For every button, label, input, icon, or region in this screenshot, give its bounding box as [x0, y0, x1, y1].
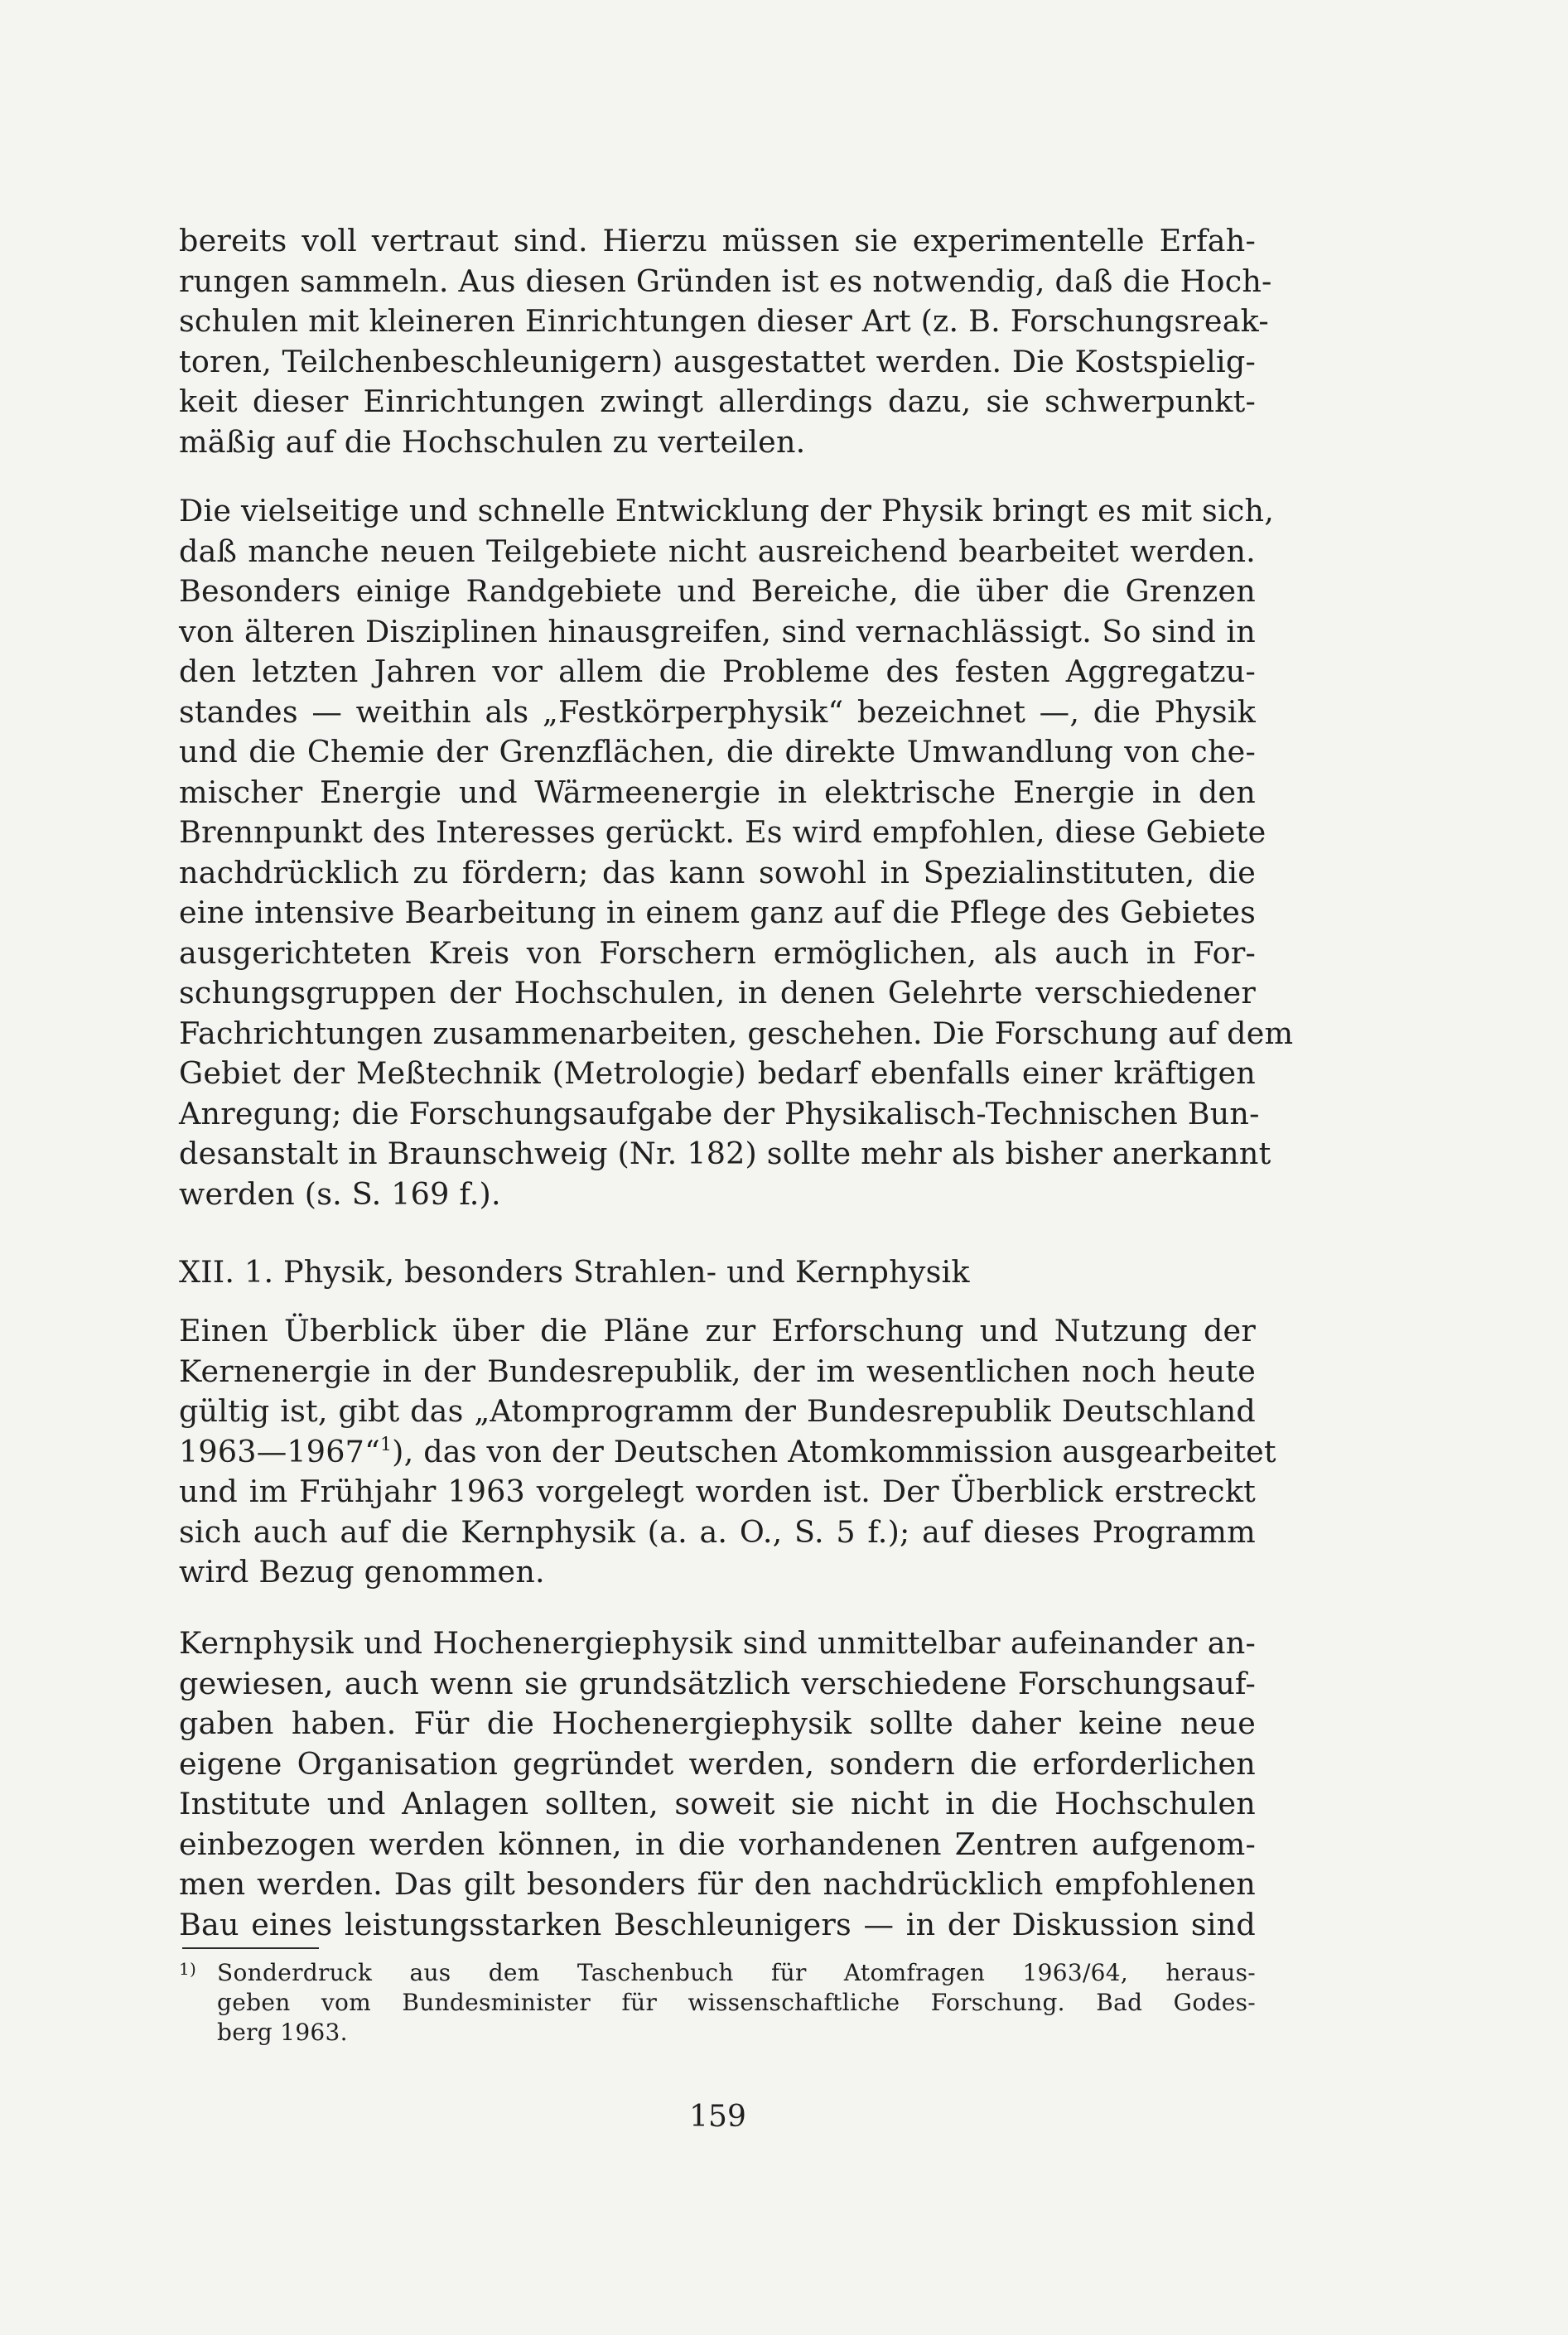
text-line: Bau eines leistungsstarken Beschleunigers — in der Diskussion sind	[179, 1906, 1256, 1942]
text-line: und die Chemie der Grenzflächen, die direkte Umwandlung von che-	[179, 734, 1256, 769]
footnote-text	[217, 1958, 1256, 2048]
text-line: schulen mit kleineren Einrichtungen dieser Art (z. B. Forschungsreak-	[179, 303, 1269, 339]
text-line: Gebiet der Meßtechnik (Metrologie) bedarf ebenfalls einer kräftigen	[179, 1055, 1256, 1091]
paragraph-4	[179, 1623, 1256, 1945]
text-line-with-footnote-ref	[179, 1432, 1276, 1473]
text-line: einbezogen werden können, in die vorhandenen Zentren aufgenom-	[179, 1826, 1256, 1862]
footnote-line: geben vom Bundesminister für wissenschaftliche Forschung. Bad Godes-	[217, 1989, 1256, 2016]
text-line: Besonders einige Randgebiete und Bereiche, die über die Grenzen	[179, 573, 1256, 609]
text-line: rungen sammeln. Aus diesen Gründen ist es notwendig, daß die Hoch-	[179, 263, 1272, 299]
text-line: toren, Teilchenbeschleunigern) ausgestattet werden. Die Kostspielig-	[179, 343, 1256, 379]
text-line: keit dieser Einrichtungen zwingt allerdings dazu, sie schwerpunkt-	[179, 384, 1256, 419]
text-line: mäßig auf die Hochschulen zu verteilen.	[179, 423, 806, 460]
text-line: und im Frühjahr 1963 vorgelegt worden ist. Der Überblick erstreckt	[179, 1474, 1256, 1509]
footnote-line: berg 1963.	[217, 2019, 348, 2046]
text-line: mischer Energie und Wärmeenergie in elektrische Energie in den	[179, 774, 1256, 810]
text-line: men werden. Das gilt besonders für den nachdrücklich empfohlenen	[179, 1866, 1256, 1902]
text-line: ausgerichteten Kreis von Forschern ermöglichen, als auch in For-	[179, 934, 1256, 971]
section-heading: XII. 1. Physik, besonders Strahlen- und Kernphysik	[179, 1254, 970, 1290]
text-line: von älteren Disziplinen hinausgreifen, sind vernachlässigt. So sind in	[179, 613, 1256, 649]
text-line: standes — weithin als „Festkörperphysik“ bezeichnet —, die Physik	[179, 693, 1256, 730]
text-line: bereits voll vertraut sind. Hierzu müssen sie experimentelle Erfah-	[179, 223, 1256, 258]
page-number: 159	[689, 2100, 746, 2134]
text-fragment: ), das von der Deutschen Atomkommission ausgearbeitet	[392, 1433, 1276, 1469]
text-line: Kernphysik und Hochenergiephysik sind unmittelbar aufeinander an-	[179, 1625, 1256, 1661]
text-line: gewiesen, auch wenn sie grundsätzlich verschiedene Forschungsauf-	[179, 1665, 1256, 1701]
text-line: Fachrichtungen zusammenarbeiten, geschehen. Die Forschung auf dem	[179, 1015, 1294, 1051]
text-line: werden (s. S. 169 f.).	[179, 1175, 501, 1212]
paragraph-3	[179, 1311, 1276, 1593]
text-line: gaben haben. Für die Hochenergiephysik sollte daher keine neue	[179, 1705, 1256, 1741]
text-line: desanstalt in Braunschweig (Nr. 182) sollte mehr als bisher anerkannt	[179, 1136, 1271, 1171]
footnote-line: Sonderdruck aus dem Taschenbuch für Atomfragen 1963/64, heraus-	[217, 1959, 1256, 1986]
paragraph-2	[179, 491, 1294, 1214]
text-line: Anregung; die Forschungsaufgabe der Physikalisch-Technischen Bun-	[179, 1095, 1260, 1131]
text-line: wird Bezug genommen.	[179, 1554, 545, 1590]
footnote-mark: 1)	[179, 1959, 197, 1979]
text-line: Institute und Anlagen sollten, soweit sie nicht in die Hochschulen	[179, 1786, 1256, 1821]
text-line: sich auch auf die Kernphysik (a. a. O., S. 5 f.); auf dieses Programm	[179, 1513, 1256, 1550]
text-line: Brennpunkt des Interesses gerückt. Es wird empfohlen, diese Gebiete	[179, 814, 1266, 850]
footnote-reference[interactable]: 1	[379, 1434, 393, 1455]
paragraph-1	[179, 221, 1272, 462]
text-line: gültig ist, gibt das „Atomprogramm der Bundesrepublik Deutschland	[179, 1393, 1256, 1429]
text-line: den letzten Jahren vor allem die Probleme des festen Aggregatzu-	[179, 654, 1256, 689]
text-line: nachdrücklich zu fördern; das kann sowohl in Spezialinstituten, die	[179, 854, 1256, 890]
text-line: Kernenergie in der Bundesrepublik, der im wesentlichen noch heute	[179, 1353, 1256, 1389]
text-line: schungsgruppen der Hochschulen, in denen Gelehrte verschiedener	[179, 975, 1256, 1011]
text-fragment: 1963—1967“	[179, 1433, 380, 1469]
text-line: eigene Organisation gegründet werden, sondern die erforderlichen	[179, 1745, 1256, 1782]
text-line: eine intensive Bearbeitung in einem ganz auf die Pflege des Gebietes	[179, 895, 1256, 930]
text-line: Einen Überblick über die Pläne zur Erforschung und Nutzung der	[179, 1313, 1256, 1348]
text-line: daß manche neuen Teilgebiete nicht ausreichend bearbeitet werden.	[179, 533, 1256, 569]
footnote-divider	[182, 1947, 319, 1949]
text-line: Die vielseitige und schnelle Entwicklung der Physik bringt es mit sich,	[179, 493, 1274, 528]
